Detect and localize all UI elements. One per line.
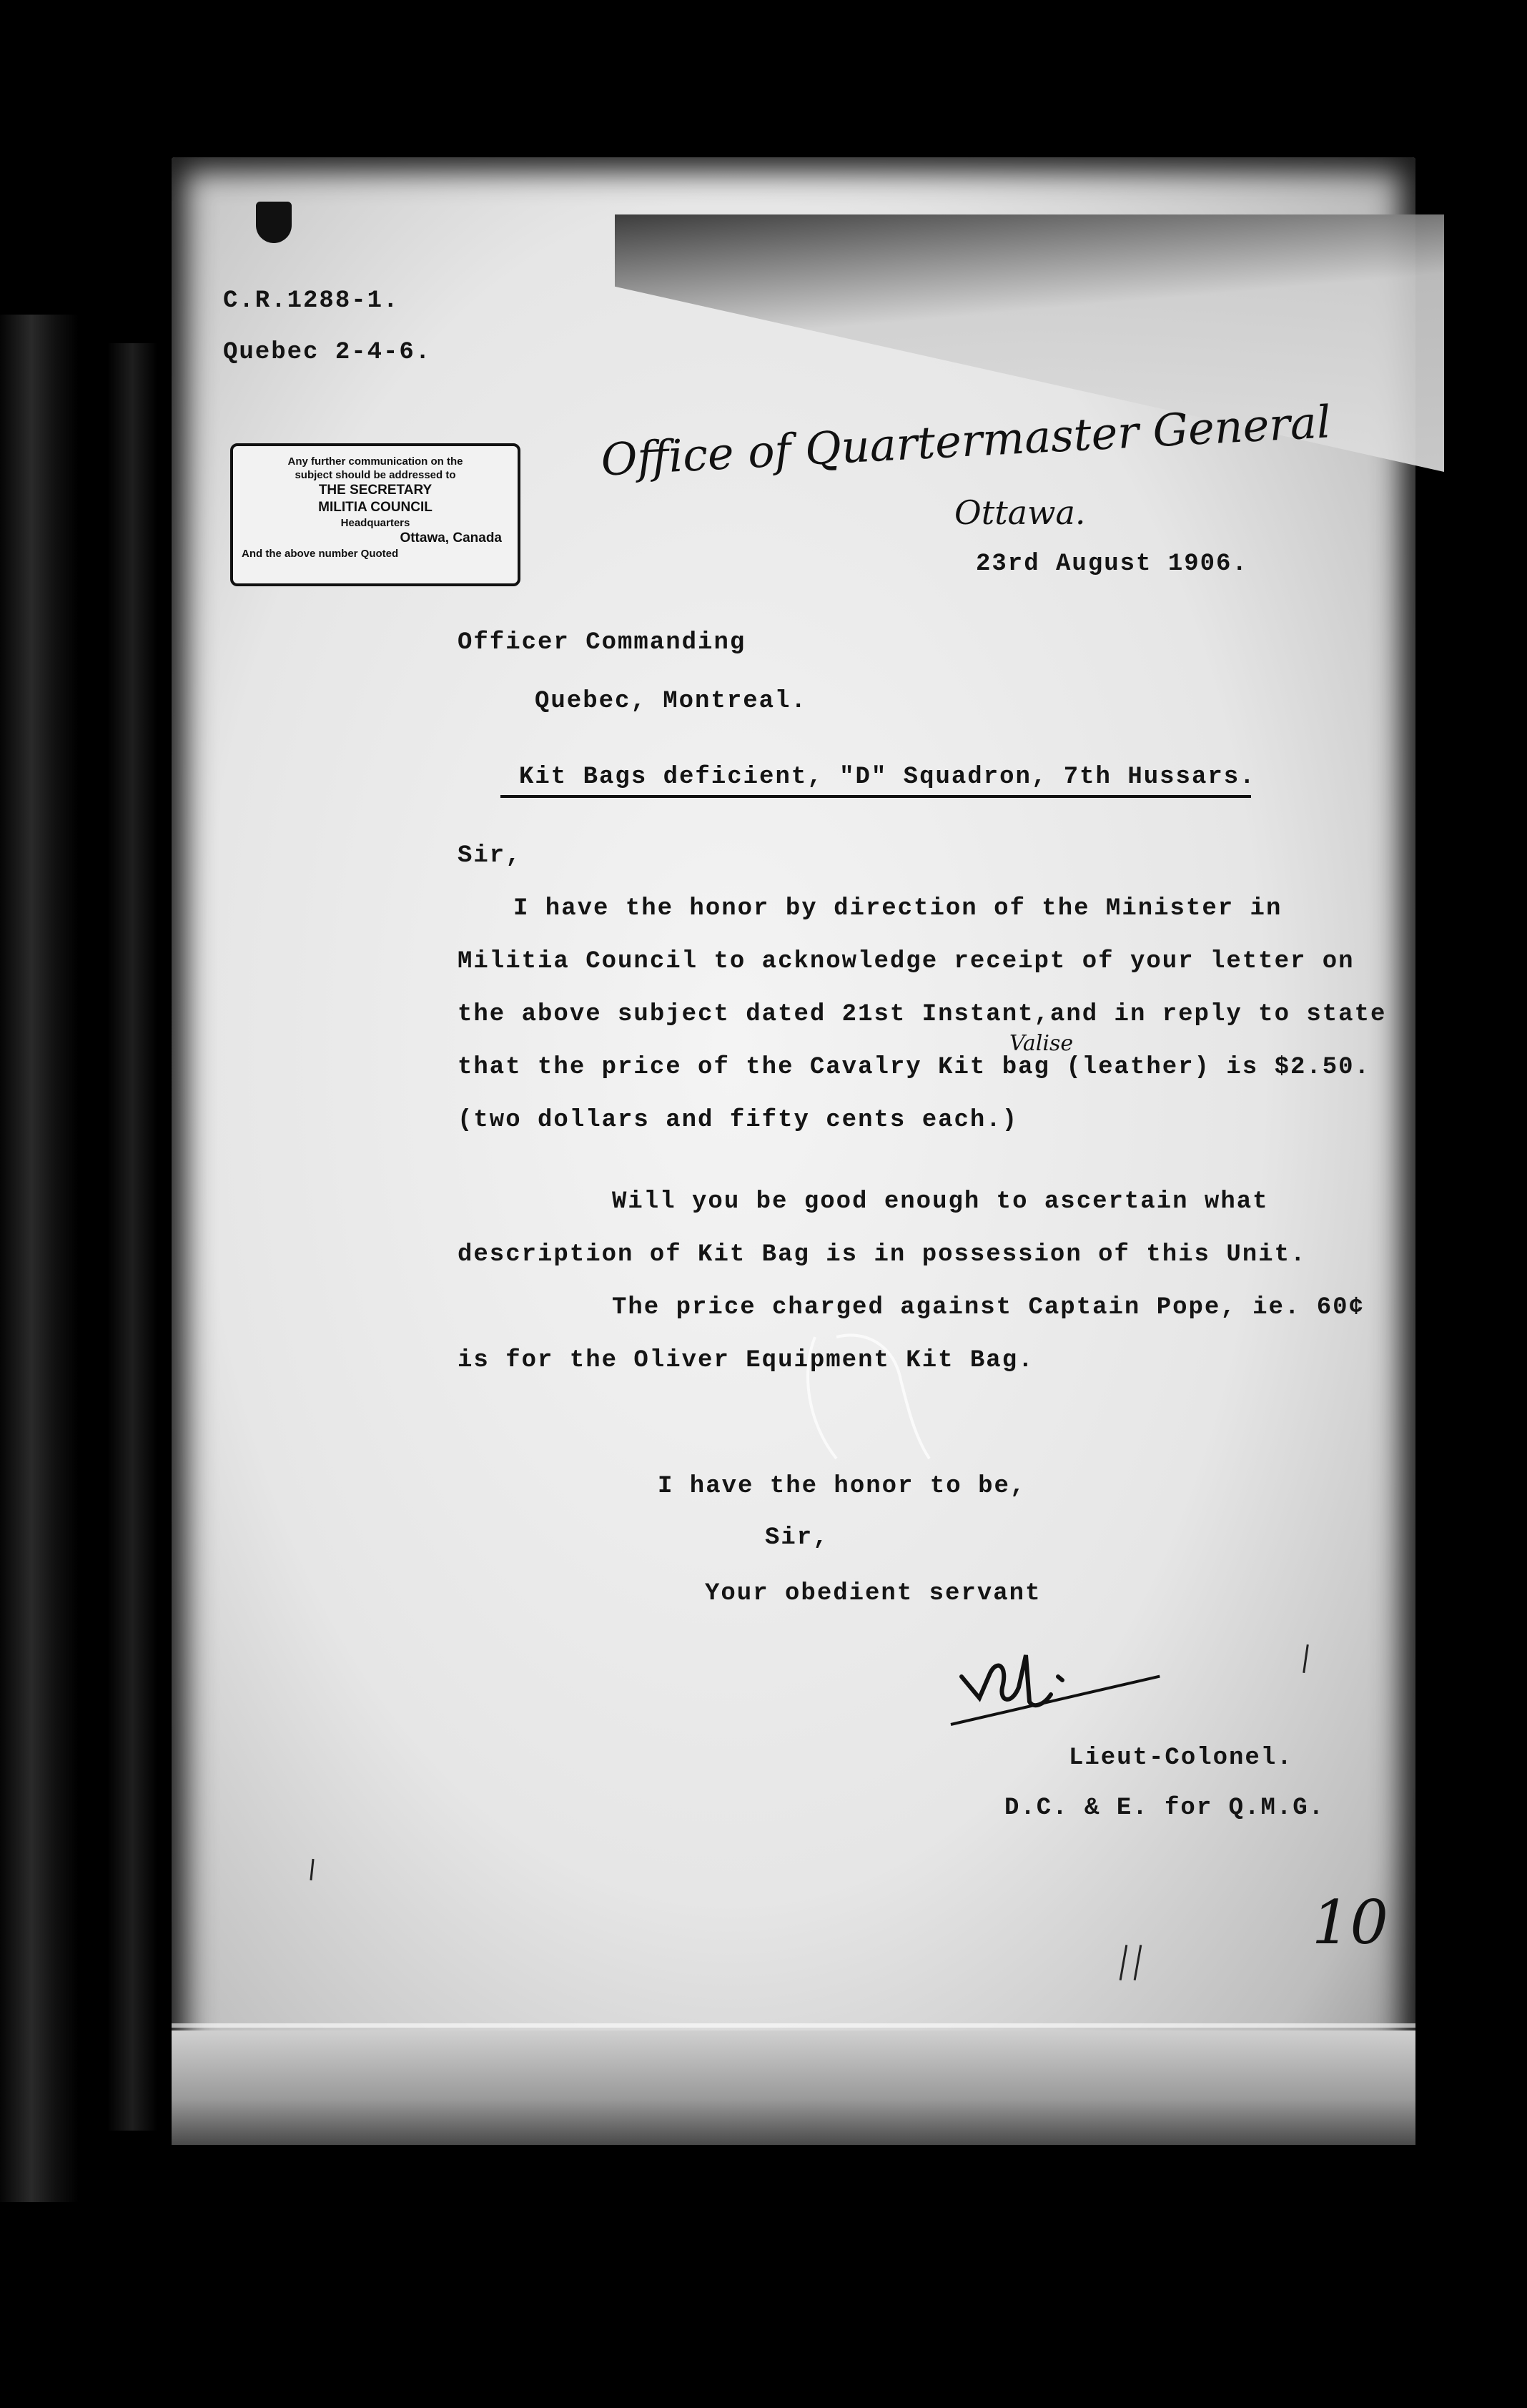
body-line: Militia Council to acknowledge receipt of your letter on (458, 948, 1355, 975)
closing-line: Your obedient servant (705, 1580, 1042, 1607)
closing-line: Sir, (765, 1524, 829, 1551)
stamp-line: THE SECRETARY (318, 483, 433, 498)
body-line: Will you be good enough to ascertain what (612, 1188, 1269, 1215)
letter-date: 23rd August 1906. (976, 551, 1248, 578)
salutation: Sir, (458, 842, 522, 869)
closing-line: I have the honor to be, (658, 1473, 1027, 1500)
handwritten-signature (958, 1637, 1072, 1716)
page-bottom-shadow (172, 2030, 1415, 2145)
stamp-line: Ottawa, Canada (400, 531, 502, 546)
page-number: 10 (1312, 1888, 1388, 1958)
body-line: I have the honor by direction of the Minister in (513, 895, 1283, 922)
stamp-line: MILITIA COUNCIL (318, 500, 433, 515)
stamp-line: Any further communication on the (287, 455, 463, 468)
film-edge-shadow (107, 343, 157, 2131)
stamp-line: subject should be addressed to (295, 469, 456, 481)
address-stamp (230, 443, 520, 586)
handwritten-correction: Valise (1009, 1031, 1074, 1056)
subject-underline (500, 795, 1251, 798)
letterhead-city: Ottawa. (954, 493, 1086, 532)
addressee-title: Officer Commanding (458, 629, 746, 656)
body-line: that the price of the Cavalry Kit bag (leather) is $2.50. (458, 1054, 1370, 1081)
stamp-line: And the above number Quoted (242, 548, 399, 560)
body-line: description of Kit Bag is in possession of this Unit. (458, 1241, 1307, 1268)
stamp-line: Headquarters (340, 517, 410, 529)
scratch-mark (786, 1316, 951, 1473)
body-line: is for the Oliver Equipment Kit Bag. (458, 1347, 1034, 1374)
file-number: C.R.1288-1. (223, 287, 400, 315)
addressee-location: Quebec, Montreal. (535, 688, 807, 715)
body-line: The price charged against Captain Pope, ie. 60¢ (612, 1294, 1365, 1321)
crest-icon (256, 202, 292, 243)
signatory-rank: Lieut-Colonel. (1069, 1745, 1293, 1772)
letterhead-office: Office of Quartermaster General (599, 395, 1333, 486)
page-edge (172, 2023, 1415, 2028)
body-line: (two dollars and fifty cents each.) (458, 1107, 1019, 1134)
subject-line: Kit Bags deficient, "D" Squadron, 7th Hussars. (519, 764, 1256, 791)
signatory-role: D.C. & E. for Q.M.G. (1004, 1795, 1325, 1822)
body-line: the above subject dated 21st Instant,and in reply to state (458, 1001, 1387, 1028)
film-edge-left (0, 315, 79, 2202)
location-reference: Quebec 2-4-6. (223, 339, 432, 366)
